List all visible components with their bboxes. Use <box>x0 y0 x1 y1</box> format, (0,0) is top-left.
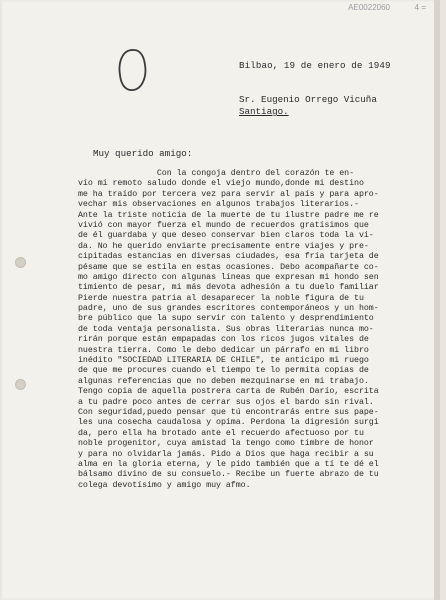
body-line: les una cosecha caudalosa y opima. Perdona la digresión surgi <box>78 418 379 428</box>
punch-hole <box>15 257 26 268</box>
body-line: da. No he querido enviarte precisamente entre viajes y pre- <box>78 241 369 251</box>
body-line: de él guardaba y que deseo conservar bien claros toda la vi- <box>78 231 374 241</box>
salutation: Muy querido amigo: <box>93 148 193 159</box>
body-line: nuestra tierra. Como le debo dedicar un párrafo en mi libro <box>78 345 369 355</box>
body-line: vechar mis observaciones en algunos trabajos literarios.- <box>78 200 359 210</box>
archive-code: AE0022060 <box>348 3 390 12</box>
body-line: de toda ventaja personalista. Sus obras literarias nunca mo- <box>78 324 374 334</box>
body-line: colega devotísimo y amigo muy afmo. <box>78 480 251 490</box>
body-line: y para no olvidarla jamás. Pido a Dios que haga recibir a su <box>78 449 374 459</box>
punch-hole <box>15 379 26 390</box>
body-line: noble progenitor, cuya amistad la tengo como timbre de honor <box>78 439 374 449</box>
letter-date: Bilbao, 19 de enero de 1949 <box>239 60 391 71</box>
body-line: algunas referencias que no deben mezquinarse en mi trabajo. <box>78 376 369 386</box>
body-line: cipitadas estancias en diversas ciudades, esa fría tarjeta de <box>78 252 379 262</box>
body-line: timiento de pesar, mi más devota adhesión a tu duelo familiar <box>78 283 379 293</box>
letter-page <box>2 0 440 600</box>
letter-body <box>78 169 440 491</box>
body-line: rirán porque están empapadas con los ricos jugos vitales de <box>78 335 369 345</box>
body-line: me ha traído por tercera vez para servir al país y para apro- <box>78 189 379 199</box>
body-line: da, pero ella ha brotado ante el recuerdo afectuoso por tu <box>78 428 364 438</box>
body-line: de que me procures cuando el tiempo te lo permita copias de <box>78 366 369 376</box>
body-line: vivió con mayor fuerza el mundo de recuerdos gratísimos que <box>78 220 369 230</box>
body-line: Ante la triste noticia de la muerte de tu ilustre padre me re <box>78 210 379 220</box>
body-line: bre público que la supo servir con talento y desprendimiento <box>78 314 374 324</box>
recipient-block <box>239 94 377 118</box>
recipient-name: Sr. Eugenio Orrego Vicuña <box>239 94 377 105</box>
body-line: Tengo copia de aquella postrera carta de Rubén Darío, escrita <box>78 387 379 397</box>
body-line: bálsamo divino de su consuelo.- Recibe un fuerte abrazo de tu <box>78 470 379 480</box>
body-line: inédito "SOCIEDAD LITERARIA DE CHILE", te anticipo mi ruego <box>78 356 369 366</box>
recipient-city: Santiago. <box>239 106 289 117</box>
body-line: vío mi remoto saludo donde el viejo mundo,donde mi destino <box>78 179 364 189</box>
handwritten-circle-icon <box>114 47 150 93</box>
body-line: Con la congoja dentro del corazón te en- <box>78 169 355 178</box>
body-line: Pierde nuestra patria al desaparecer la noble figura de tu <box>78 293 364 303</box>
archive-mark: 4 = <box>414 3 426 12</box>
body-line: Con seguridad,puedo pensar que tú encontrarás entre sus pape- <box>78 407 379 417</box>
body-line: alma en la gloria eterna, y le pido también que a tí te dé el <box>78 459 379 469</box>
body-line: a tu padre poco antes de cerrar sus ojos el bardo sin rival. <box>78 397 374 407</box>
body-line: mo amigo directo con algunas líneas que expresan mi hondo sen <box>78 272 379 282</box>
body-line: padre, uno de sus grandes escritores contemporáneos y un hom- <box>78 304 379 314</box>
body-line: pésame que se estila en estas ocasiones. Debo acompañarte co- <box>78 262 379 272</box>
